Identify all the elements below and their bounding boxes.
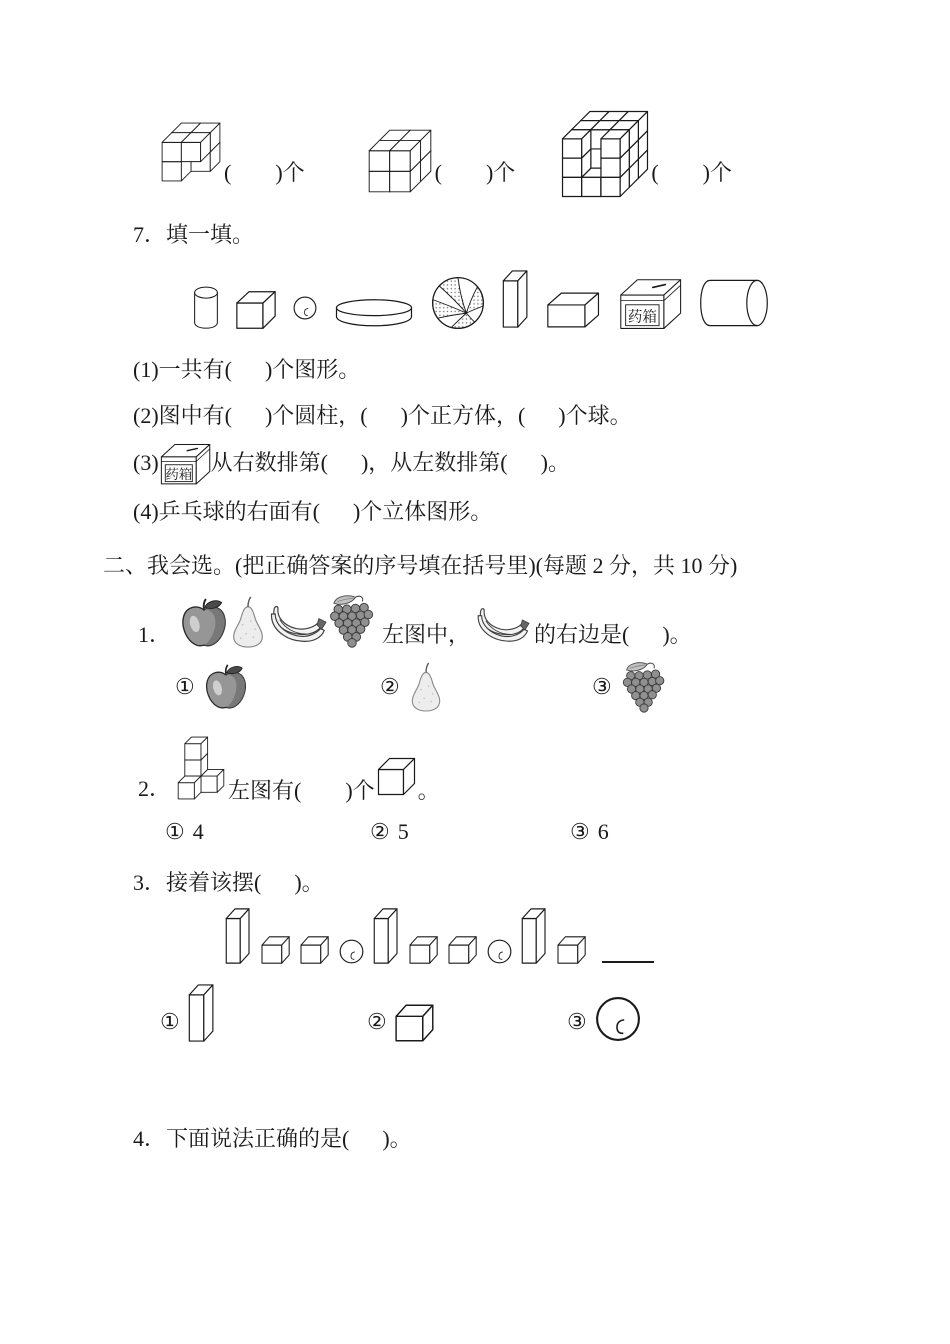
q2-option-1-marker: ① <box>165 819 185 844</box>
q1-option-1 <box>175 664 380 710</box>
q7-part-4: (4)乒乓球的右面有( )个立体图形。 <box>133 499 493 524</box>
pattern-sequence <box>225 908 587 964</box>
q2-option-2 <box>370 820 570 844</box>
cube-block-figure-3 <box>561 110 649 198</box>
q1-option-3 <box>592 660 668 713</box>
ping-pong-ball-shape <box>293 296 317 320</box>
pattern-cube <box>557 936 587 964</box>
cube-stack-figure <box>177 736 225 800</box>
cube-option-image <box>395 1004 435 1042</box>
tall-cuboid-shape <box>502 270 530 328</box>
q2-options-row <box>165 820 609 844</box>
cube-block-figure-1 <box>160 122 222 182</box>
pattern-ball <box>339 939 364 964</box>
q2-option-1 <box>165 820 370 844</box>
pattern-answer-blank <box>602 959 654 963</box>
q7-number: 7． <box>133 222 167 247</box>
pear-image <box>229 596 267 648</box>
section-2-header: 二、我会选。(把正确答案的序号填在括号里)(每题 2 分，共 10 分) <box>103 553 738 578</box>
q4-line <box>133 1128 412 1150</box>
apple-image <box>179 598 229 648</box>
q3-options-row <box>160 984 641 1042</box>
q3-option-1-marker: ① <box>160 1009 180 1034</box>
q1-option-3-marker: ③ <box>592 673 612 699</box>
flat-cylinder-shape <box>334 298 414 328</box>
q2-option-1-value: 4 <box>192 819 204 844</box>
count-blank-3: ( )个 <box>651 160 732 185</box>
medicine-box-icon <box>159 440 211 485</box>
pattern-tall-prism <box>373 908 400 964</box>
q2-period: 。 <box>417 778 440 803</box>
lying-cylinder-shape <box>699 278 769 328</box>
q3-line <box>133 872 324 894</box>
q7-part-3 <box>133 440 570 485</box>
single-cube-icon <box>377 757 416 796</box>
cylinder-shape <box>193 286 219 330</box>
q2-option-2-marker: ② <box>370 819 390 844</box>
q2-number: 2． <box>138 776 172 801</box>
q7-part-2: (2)图中有( )个圆柱，( )个正方体，( )个球。 <box>133 403 632 428</box>
medicine-box-label-small: 药箱 <box>164 466 192 482</box>
ball-option-image <box>595 996 641 1042</box>
q2-line <box>138 734 440 802</box>
apple-option-image <box>203 664 249 710</box>
q3-option-1 <box>160 984 367 1042</box>
bananas-inline-image <box>474 603 530 647</box>
q7-part-1: (1)一共有( )个图形。 <box>133 357 361 382</box>
medicine-box-shape <box>618 274 682 330</box>
pattern-cube <box>448 936 478 964</box>
q3-option-3 <box>567 996 641 1042</box>
pattern-cube <box>300 936 330 964</box>
pattern-tall-prism <box>225 908 252 964</box>
q1-option-1-marker: ① <box>175 673 195 699</box>
q1-number: 1． <box>138 622 172 647</box>
cube-shape <box>236 290 276 330</box>
q3-pattern-row <box>225 906 654 964</box>
q1-line <box>138 592 692 648</box>
q1-text-post: 的右边是( )。 <box>534 622 692 647</box>
grapes-option-image <box>620 660 668 713</box>
count-blank-1: ( )个 <box>224 160 305 185</box>
q1-option-2 <box>380 662 592 712</box>
pattern-cube <box>409 936 439 964</box>
q2-text: 左图有( )个 <box>228 778 375 803</box>
cube-counting-row <box>160 110 732 198</box>
q2-option-3 <box>570 820 609 844</box>
q4-number: 4． <box>133 1126 167 1151</box>
count-blank-2: ( )个 <box>434 160 516 185</box>
q2-option-3-value: 6 <box>597 819 609 844</box>
medicine-box-label: 药箱 <box>627 309 657 326</box>
tall-prism-option-image <box>188 984 216 1042</box>
q4-text: 下面说法正确的是( )。 <box>166 1126 412 1151</box>
q1-options-row <box>175 660 668 713</box>
beach-ball-shape <box>431 276 485 330</box>
pattern-tall-prism <box>521 908 548 964</box>
q2-option-2-value: 5 <box>397 819 409 844</box>
q3-option-3-marker: ③ <box>567 1009 587 1034</box>
pear-option-image <box>408 662 444 712</box>
q7-part-3-text: 从右数排第( )，从左数排第( )。 <box>210 449 570 475</box>
grapes-image <box>327 593 377 648</box>
q1-text-mid: 左图中， <box>382 622 471 647</box>
q3-option-2-marker: ② <box>367 1009 387 1034</box>
q7-title: 填一填。 <box>166 222 255 247</box>
q1-option-2-marker: ② <box>380 673 400 699</box>
bananas-image <box>267 601 327 647</box>
q7-part-3-prefix: (3) <box>133 449 159 475</box>
q3-option-2 <box>367 1004 567 1042</box>
pattern-cube <box>261 936 291 964</box>
q3-text: 接着该摆( )。 <box>166 870 324 895</box>
q3-number: 3． <box>133 870 167 895</box>
q2-option-3-marker: ③ <box>570 819 590 844</box>
pattern-ball <box>487 939 512 964</box>
cube-block-figure-2 <box>367 129 433 193</box>
q7-title-line <box>133 224 254 246</box>
cuboid-shape <box>547 292 601 328</box>
q7-shapes-row <box>193 252 769 330</box>
